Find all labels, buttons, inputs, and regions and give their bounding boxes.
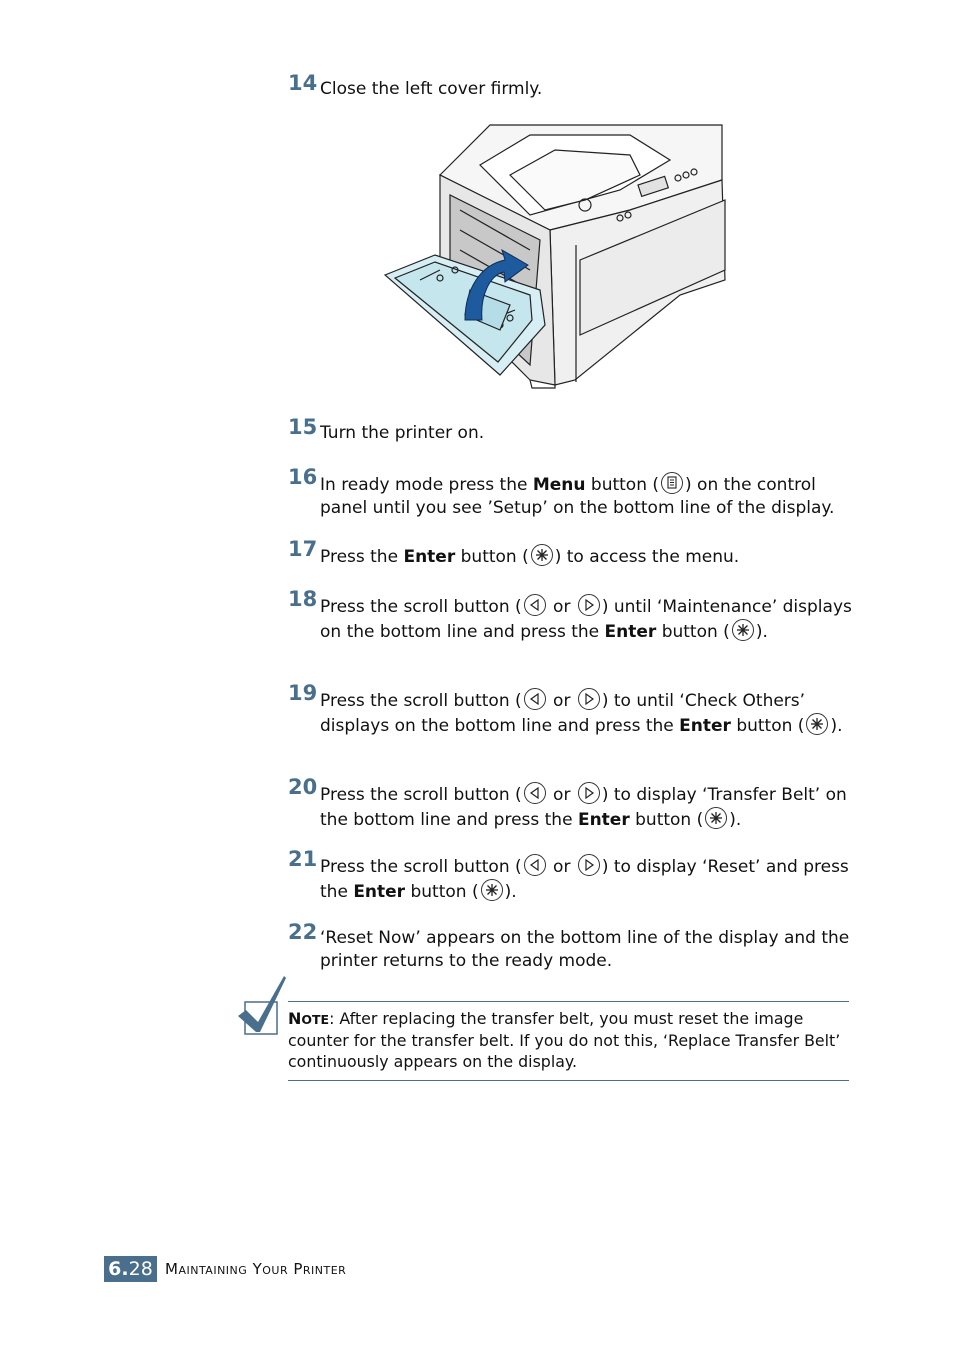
step-16 xyxy=(288,465,858,519)
step-21 xyxy=(288,847,858,903)
page-number: 28 xyxy=(128,1258,153,1280)
step-number: 14 xyxy=(288,71,318,95)
scroll-right-button-icon xyxy=(578,854,600,876)
step-text xyxy=(320,854,858,903)
step-text-run: or xyxy=(547,857,576,877)
step-19 xyxy=(288,681,858,737)
step-number: 20 xyxy=(288,775,318,799)
step-text-run: Close the left cover firmly. xyxy=(320,79,543,99)
step-text-run: ). xyxy=(729,809,742,830)
enter-button-icon xyxy=(705,807,727,829)
page-number-badge xyxy=(104,1256,157,1282)
step-14 xyxy=(288,71,858,101)
step-number: 15 xyxy=(288,415,318,439)
step-text-run: Press the scroll button ( xyxy=(320,785,522,805)
step-17 xyxy=(288,537,858,569)
step-number: 18 xyxy=(288,587,318,611)
step-text-run: Press the scroll button ( xyxy=(320,857,522,877)
button-name: Enter xyxy=(577,809,630,830)
step-number: 21 xyxy=(288,847,318,871)
scroll-right-button-icon xyxy=(578,782,600,804)
enter-button-icon xyxy=(732,619,754,641)
step-text xyxy=(320,782,858,831)
step-text-run: ) to display ‘Transfer Belt’ on the bottom line and press the xyxy=(320,785,847,830)
step-text-run: button ( xyxy=(730,715,805,736)
button-name: Menu xyxy=(532,475,586,495)
step-text-run: or xyxy=(547,785,576,805)
step-number: 19 xyxy=(288,681,318,705)
step-18 xyxy=(288,587,858,643)
scroll-right-button-icon xyxy=(578,594,600,616)
enter-button-icon xyxy=(806,713,828,735)
step-text-run: or xyxy=(547,691,576,711)
step-text xyxy=(320,544,858,569)
step-text-run: button ( xyxy=(405,881,479,902)
step-20 xyxy=(288,775,858,831)
scroll-left-button-icon xyxy=(524,594,546,616)
step-text-run: Press the scroll button ( xyxy=(320,691,522,711)
chapter-number: 6. xyxy=(108,1258,129,1280)
step-22 xyxy=(288,920,858,972)
step-text-run: In ready mode press the xyxy=(320,475,533,495)
scroll-left-button-icon xyxy=(524,854,546,876)
step-15 xyxy=(288,415,858,445)
enter-button-icon xyxy=(481,879,503,901)
printer-illustration xyxy=(380,120,730,390)
button-name: Enter xyxy=(353,881,406,902)
step-text-run: ) until ‘Maintenance’ displays on the bottom line and press the xyxy=(320,597,852,642)
step-text-run: ) to until ‘Check Others’ displays on the bottom line and press the xyxy=(320,691,806,736)
chapter-title: Maintaining Your Printer xyxy=(165,1260,347,1278)
note-label: NOTE xyxy=(288,1009,330,1028)
step-text xyxy=(320,594,858,643)
step-text-run: Press the scroll button ( xyxy=(320,597,522,617)
step-text-run: Press the xyxy=(320,547,404,567)
step-text-run: ) to access the menu. xyxy=(554,547,740,567)
note-text: : After replacing the transfer belt, you must reset the image counter for the transfer belt. If you do not this, ‘Replace Transfer Belt’ continuously appears on the display. xyxy=(288,1009,841,1071)
step-text xyxy=(320,927,858,972)
step-text-run: ). xyxy=(755,621,768,642)
scroll-left-button-icon xyxy=(524,782,546,804)
step-text xyxy=(320,422,858,445)
step-text-run: ) on the control panel until you see ’Setup’ on the bottom line of the display. xyxy=(320,475,835,518)
step-text xyxy=(320,78,858,101)
step-number: 16 xyxy=(288,465,318,489)
step-text-run: ‘Reset Now’ appears on the bottom line of the display and the printer returns to the ready mode. xyxy=(320,928,850,971)
scroll-left-button-icon xyxy=(524,688,546,710)
step-text-run: ). xyxy=(504,881,517,902)
button-name: Enter xyxy=(604,621,657,642)
button-name: Enter xyxy=(403,547,456,567)
enter-button-icon xyxy=(531,544,553,566)
step-number: 17 xyxy=(288,537,318,561)
menu-button-icon xyxy=(661,472,683,494)
step-number: 22 xyxy=(288,920,318,944)
note-box xyxy=(288,1001,849,1081)
checkmark-note-icon xyxy=(236,972,288,1036)
step-text-run: button ( xyxy=(585,475,660,495)
button-name: Enter xyxy=(679,715,731,736)
note-label-rest: OTE xyxy=(301,1012,330,1027)
step-text xyxy=(320,472,858,519)
step-text-run: button ( xyxy=(656,621,730,642)
step-text-run: ). xyxy=(830,715,843,736)
step-text-run: Turn the printer on. xyxy=(320,423,485,443)
step-text-run: ) to display ‘Reset’ and press the xyxy=(320,857,849,902)
step-text xyxy=(320,688,858,737)
step-text-run: or xyxy=(547,597,576,617)
scroll-right-button-icon xyxy=(578,688,600,710)
step-text-run: button ( xyxy=(455,547,529,567)
step-text-run: button ( xyxy=(629,809,704,830)
